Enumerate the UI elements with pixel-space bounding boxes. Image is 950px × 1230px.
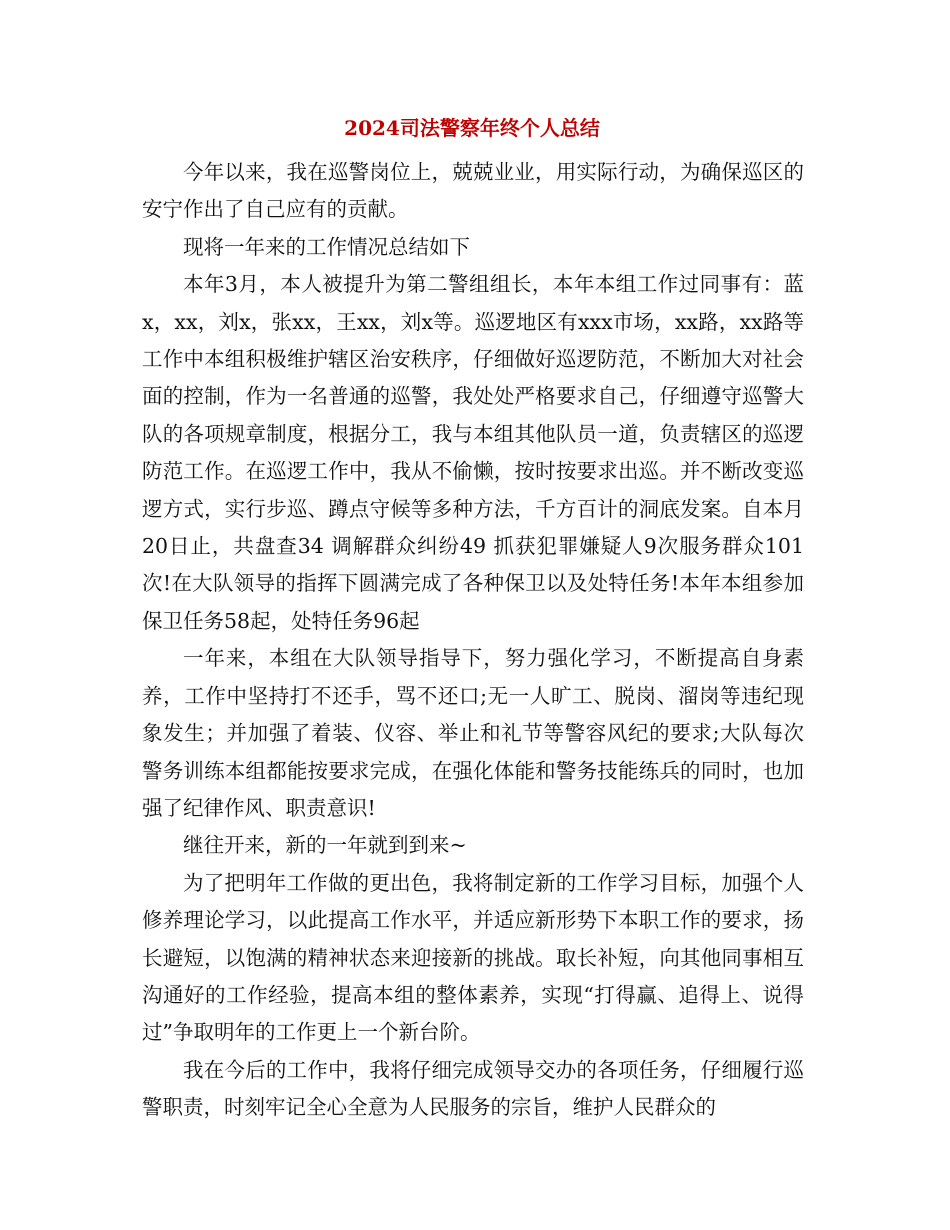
paragraph-summary-lead: 现将一年来的工作情况总结如下: [183, 234, 470, 259]
document-body: [142, 154, 804, 1127]
paragraph-work-details: 本年3月，本人被提升为第二警组组长，本年本组工作过同事有：蓝x，xx，刘x，张xx，王xx，刘x等。巡逻地区有xxx市场，xx路，xx路等工作中本组积极维护辖区治安秩序，仔细做好巡逻防范，不断加大对社会面的控制，作为一名普通的巡警，我处处严格要求自己，仔细遵守巡警大队的各项规章制度，根据分工，我与本组其他队员一道，负责辖区的巡逻防范工作。在巡逻工作中，我从不偷懒，按时按要求出巡。并不断改变巡逻方式，实行步巡、蹲点守候等多种方法，千方百计的洞底发案。自本月20日止，共盘查34 调解群众纠纷49 抓获犯罪嫌疑人9次服务群众101次!在大队领导的指挥下圆满完成了各种保卫以及处特任务!本年本组参加保卫任务58起，处特任务96起: [142, 272, 804, 633]
paragraph-goals: 为了把明年工作做的更出色，我将制定新的工作学习目标，加强个人修养理论学习，以此提高工作水平，并适应新形势下本职工作的要求，扬长避短，以饱满的精神状态来迎接新的挑战。取长补短，向其他同事相互沟通好的工作经验，提高本组的整体素养，实现“打得赢、追得上、说得过”争取明年的工作更上一个新台阶。: [142, 870, 804, 1045]
paragraph-intro: 今年以来，我在巡警岗位上，兢兢业业，用实际行动，为确保巡区的安宁作出了自己应有的贡献。: [142, 160, 804, 222]
paragraph-future-work: 我在今后的工作中，我将仔细完成领导交办的各项任务，仔细履行巡警职责，时刻牢记全心全意为人民服务的宗旨，维护人民群众的: [142, 1057, 804, 1120]
document-title: 2024司法警察年终个人总结: [344, 116, 600, 140]
paragraph-new-year: 继往开来，新的一年就到到来~: [183, 833, 467, 858]
paragraph-discipline: 一年来，本组在大队领导指导下，努力强化学习，不断提高自身素养，工作中坚持打不还手，骂不还口;无一人旷工、脱岗、溜岗等违纪现象发生；并加强了着装、仪容、举止和礼节等警容风纪的要求;大队每次警务训练本组都能按要求完成，在强化体能和警务技能练兵的同时，也加强了纪律作风、职责意识!: [142, 646, 804, 820]
